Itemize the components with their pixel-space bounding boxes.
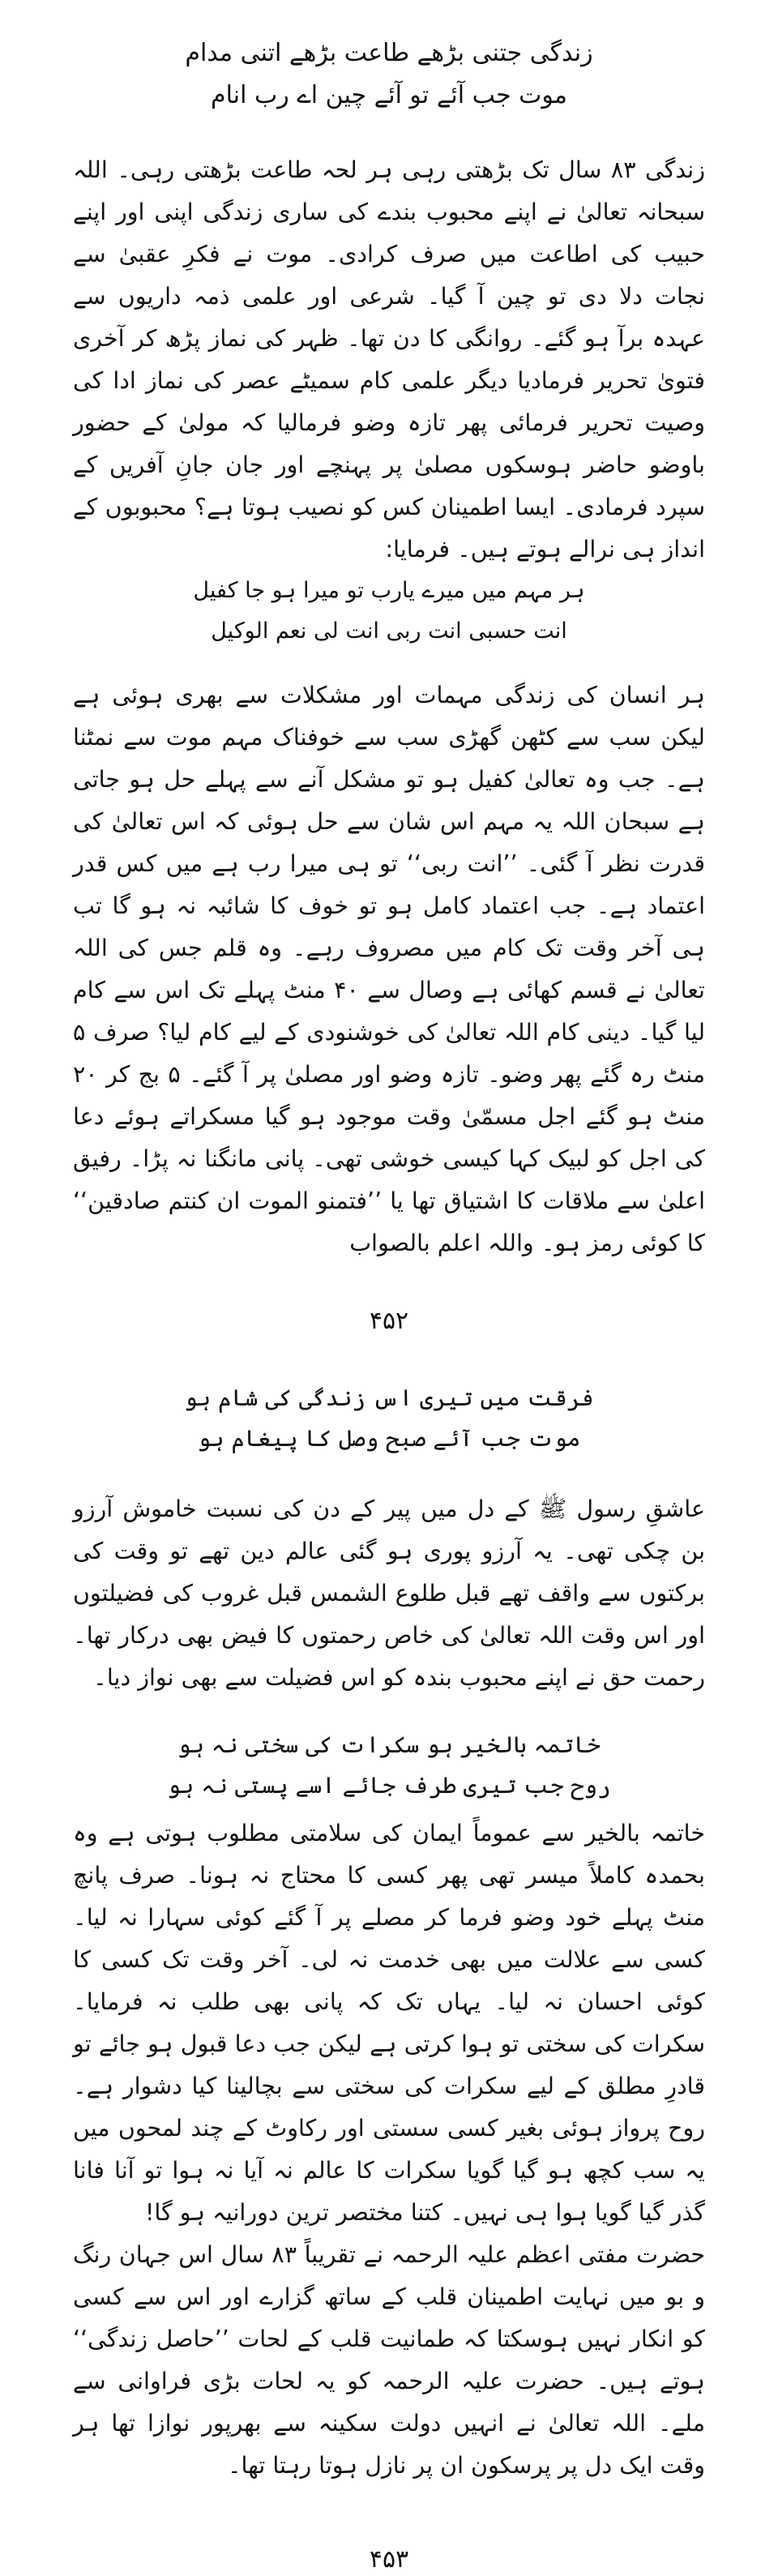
paragraph-text: ہر انسان کی زندگی مہمات اور مشکلات سے بھری ہوئی ہے لیکن سب سے کٹھن گھڑی سب سے خوفناک مہم موت سے نمٹنا ہے۔ جب وہ تعالیٰ کفیل ہو تو مشکل آنے سے پہلے حل ہو جاتی ہے سبحان اللہ یہ مہم اس شان سے حل ہوئی کہ اس تعالیٰ کی قدرت نظر آ گئی۔ ’’انت ربی‘‘ تو ہی میرا رب ہے میں کس قدر اعتماد ہے۔ جب اعتماد کامل ہو تو خوف کا شائبہ نہ ہو گا تب ہی آخر وقت تک کام میں مصروف رہے۔ وہ قلم جس کی اللہ تعالیٰ نے قسم کھائی ہے وصال سے ۴۰ منٹ پہلے تک اس سے کام لیا گیا۔ دینی کام اللہ تعالیٰ کی خوشنودی کے لیے کام لیا؟ صرف ۵ منٹ رہ گئے پھر وضو۔ تازہ وضو اور مصلیٰ پر آ گئے۔ ۵ بج کر ۲۰ منٹ ہو گئے اجل مسمّیٰ وقت موجود ہو گیا مسکراتے ہوئے دعا کی اجل کو لبیک کہا کیسی خوشی تھی۔ پانی مانگنا نہ پڑا۔ رفیق اعلیٰ سے ملاقات کا اشتیاق تھا یا ’’فتمنو الموت ان کنتم صادقین‘‘ کا کوئی رمز ہو۔ واللہ اعلم بالصواب [73,682,705,1256]
paragraph-text: خاتمہ بالخیر سے عموماً ایمان کی سلامتی مطلوب ہوتی ہے وہ بحمدہ کاملاً میسر تھی پھر کسی کا محتاج نہ ہونا۔ صرف پانچ منٹ پہلے خود وضو فرما کر مصلے پر آ گئے کوئی سہارا نہ لیا۔ کسی سے علالت میں بھی خدمت نہ لی۔ آخر وقت تک کسی کا کوئی احسان نہ لیا۔ یہاں تک کہ پانی بھی طلب نہ فرمایا۔ سکرات کی سختی تو ہوا کرتی ہے لیکن جب دعا قبول ہو جائے تو قادرِ مطلق کے لیے سکرات کی سختی سے بچالینا کیا دشوار ہے۔ روح پرواز ہوئی بغیر کسی سستی اور رکاوٹ کے چند لمحوں میں یہ سب کچھ ہو گیا گویا سکرات کا عالم نہ آیا نہ ہوا تو آنا فانا گذر گیا گویا ہوا ہی نہیں۔ کتنا مختصر ترین دورانیہ ہو گا! [73,1820,705,2226]
paragraph-text: حضرت مفتی اعظم علیہ الرحمہ نے تقریباً ۸۳ سال اس جہان رنگ و بو میں نہایت اطمینان قلب کے ساتھ گزارے اور اس سے کسی کو انکار نہیں ہوسکتا کہ طمانیت قلب کے لحات ’’حاصل زندگی‘‘ ہوتے ہیں۔ حضرت علیہ الرحمہ کو یہ لحات بڑی فراوانی سے ملے۔ اللہ تعالیٰ نے انہیں دولت سکینہ سے بھرپور نوازا تھا ہر وقت ایک دل پر پرسکون ان پر نازل ہوتا رہتا تھا۔ [73,2241,705,2479]
couplet-line: فرقت میں تیری اس زندگی کی شام ہو [184,1384,594,1411]
paragraph [73,2234,705,2487]
section-couplet [73,1378,705,1459]
couplet-line: خاتمہ بالخیر ہو سکرات کی سختی نہ ہو [177,1731,601,1758]
paragraph [73,1812,705,2234]
paragraph [73,674,705,1264]
couplet-line: موت جب آئے صبح وصل کا پیغام ہو [197,1425,581,1452]
paragraph-text: عاشقِ رسول ﷺ کے دل میں پیر کے دن کی نسبت خاموش آرزو بن چکی تھی۔ یہ آرزو پوری ہو گئی عالم دین تھے تو وقت کی برکتوں سے واقف تھے قبل طلوع الشمس قبل غروب کی فضیلتوں اور اس وقت اللہ تعالیٰ کی خاص رحمتوں کا فیض بھی درکار تھا۔ رحمت حق نے اپنے محبوب بندہ کو اس فضیلت سے بھی نواز دیا۔ [73,1496,705,1691]
paragraph [73,1488,705,1699]
couplet-line: روح جب تیری طرف جائے اسے پستی نہ ہو [167,1772,611,1799]
verse-line: انت حسبی انت ربی انت لی نعم الوکیل [211,618,567,644]
paragraph [73,149,705,652]
page-number: ۴۵۳ [369,2545,409,2574]
couplet-line: زندگی جتنی بڑھے طاعت بڑھے اتنی مدام [185,39,593,67]
verse-line: ہر مہم میں میرے یارب تو میرا ہو جا کفیل [193,578,585,603]
couplet-line: موت جب آئے تو آئے چین اے رب انام [211,81,567,109]
opening-couplet [73,32,705,117]
section-couplet [73,1725,705,1806]
page-number: ۴۵۲ [369,1307,409,1335]
paragraph-text: زندگی ۸۳ سال تک بڑھتی رہی ہر لحہ طاعت بڑھتی رہی۔ اللہ سبحانہ تعالیٰ نے اپنے محبوب بندے کی ساری زندگی اپنی اور اپنے حبیب کی اطاعت میں صرف کرادی۔ موت نے فکرِ عقبیٰ سے نجات دلا دی تو چین آ گیا۔ شرعی اور علمی ذمہ داریوں سے عہدہ برآ ہو گئے۔ روانگی کا دن تھا۔ ظہر کی نماز پڑھ کر آخری فتویٰ تحریر فرمادیا دیگر علمی کام سمیٹے عصر کی نماز ادا کی وصیت تحریر فرمائی پھر تازہ وضو فرمالیا کہ مولیٰ کے حضور باوضو حاضر ہوسکوں مصلیٰ پر پہنچے اور جان جانِ آفریں کے سپرد فرمادی۔ ایسا اطمینان کس کو نصیب ہوتا ہے؟ محبوبوں کے انداز ہی نرالے ہوتے ہیں۔ فرمایا: [73,156,705,563]
